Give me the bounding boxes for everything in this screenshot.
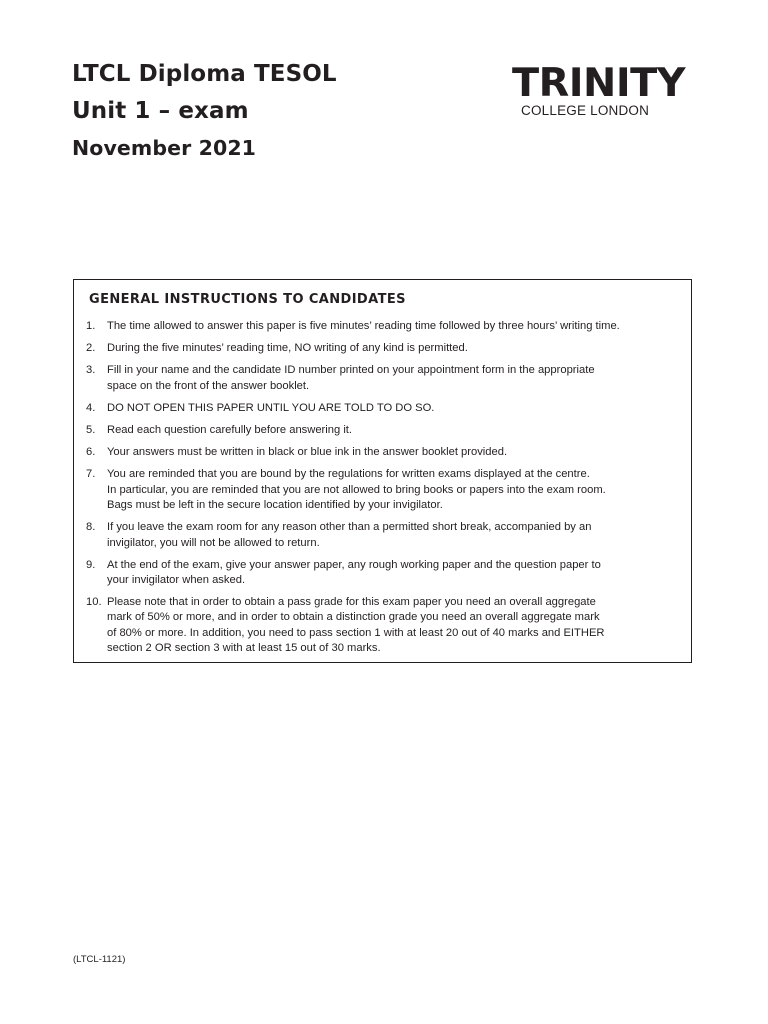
instruction-text-line: space on the front of the answer booklet. [107,379,310,392]
instruction-number: 7. [86,468,96,481]
instruction-item [86,520,686,551]
instructions-list [86,319,686,663]
instruction-text-line: of 80% or more. In addition, you need to pass section 1 with at least 20 out of 40 marks and EITHER [107,626,605,639]
instruction-text-line: your invigilator when asked. [107,573,246,586]
instruction-number: 10. [86,596,102,609]
instruction-number: 3. [86,364,96,377]
instruction-number: 6. [86,446,96,459]
instruction-text-line: mark of 50% or more, and in order to obtain a distinction grade you need an overall aggregate mark [107,611,600,624]
instruction-item [86,595,686,656]
instruction-text-line: If you leave the exam room for any reason other than a permitted short break, accompanied by an [107,521,592,534]
paper-code: (LTCL-1121) [73,954,126,965]
instruction-item [86,558,686,589]
instruction-number: 1. [86,320,96,332]
instruction-text-line: The time allowed to answer this paper is five minutes’ reading time followed by three hours’ writing time. [107,320,620,332]
instruction-item [86,363,686,394]
logo-wordmark: TRINITY [512,61,686,106]
instruction-text-line: invigilator, you will not be allowed to return. [107,536,320,549]
logo-subtitle: COLLEGE LONDON [521,103,650,118]
instruction-text-line: In particular, you are reminded that you are not allowed to bring books or papers into the exam room. [107,483,606,496]
instruction-text-line: During the five minutes’ reading time, NO writing of any kind is permitted. [107,342,468,355]
instruction-item [86,423,686,438]
instruction-text-line: Read each question carefully before answering it. [107,424,353,437]
exam-title: LTCL Diploma TESOL [72,61,337,87]
instruction-text-line: At the end of the exam, give your answer paper, any rough working paper and the question paper to [107,558,601,571]
instruction-item [86,401,686,416]
instruction-text-line: Your answers must be written in black or blue ink in the answer booklet provided. [107,446,508,459]
instruction-text-line: section 2 OR section 3 with at least 15 out of 30 marks. [107,642,381,655]
instruction-item [86,467,686,513]
general-instructions-box [73,279,692,663]
instruction-number: 4. [86,401,96,414]
instruction-number: 2. [86,342,96,355]
instructions-heading: GENERAL INSTRUCTIONS TO CANDIDATES [89,292,406,307]
instruction-text-line: Please note that in order to obtain a pass grade for this exam paper you need an overall aggregate [107,596,596,609]
instruction-text-line: DO NOT OPEN THIS PAPER UNTIL YOU ARE TOLD TO DO SO. [107,401,435,414]
instruction-text-line: Bags must be left in the secure location identified by your invigilator. [107,499,443,512]
instruction-item [86,445,686,460]
instruction-number: 8. [86,521,96,534]
exam-unit: Unit 1 – exam [72,98,249,124]
instruction-number: 5. [86,424,96,437]
instruction-text-line: Fill in your name and the candidate ID number printed on your appointment form in the appropriate [107,364,595,377]
trinity-college-logo [512,61,696,119]
instruction-text-line: You are reminded that you are bound by the regulations for written exams displayed at the centre. [107,468,590,481]
document-title-block [72,62,337,173]
instruction-item [86,319,686,334]
exam-date: November 2021 [72,136,257,160]
instruction-number: 9. [86,558,96,571]
instruction-item [86,341,686,356]
